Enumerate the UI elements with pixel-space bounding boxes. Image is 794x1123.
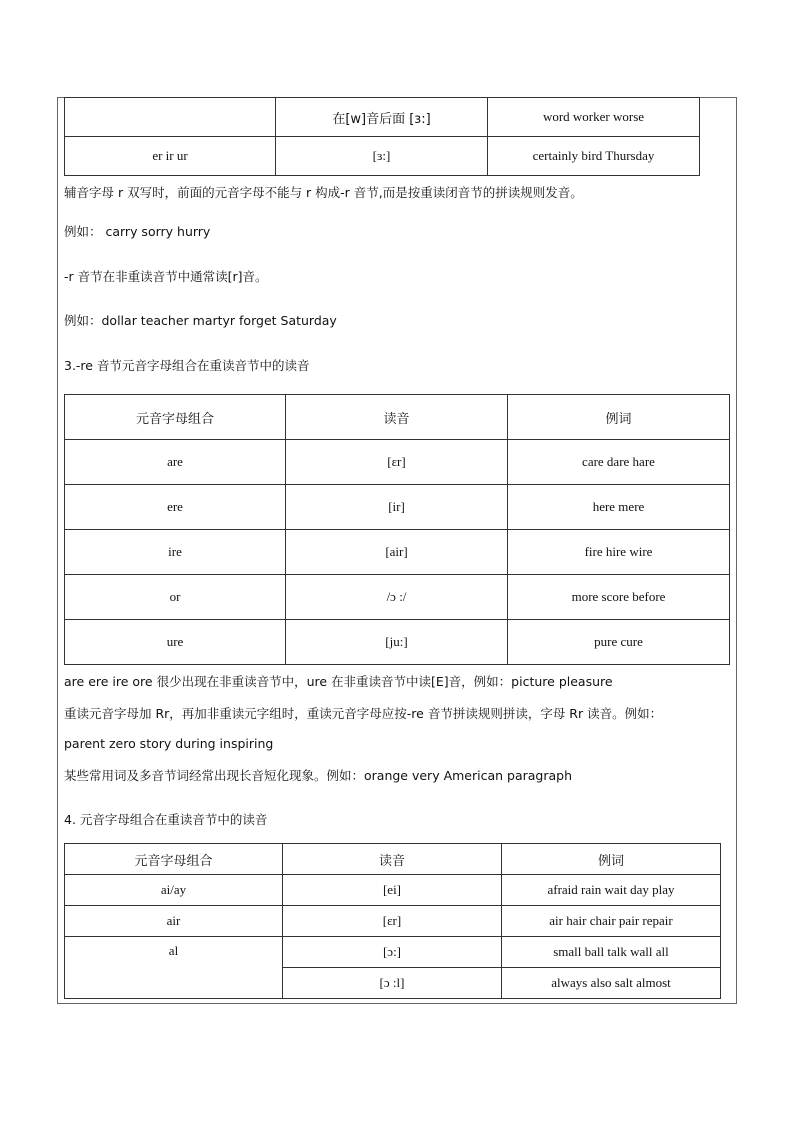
table-header-row bbox=[65, 395, 730, 440]
column-header: 元音字母组合 bbox=[65, 844, 283, 875]
table-row bbox=[65, 98, 700, 137]
table-cell: [ɛr] bbox=[283, 906, 502, 937]
table-cell: fire hire wire bbox=[508, 530, 730, 575]
section-heading: 4. 元音字母组合在重读音节中的读音 bbox=[64, 812, 268, 827]
table-cell: afraid rain wait day play bbox=[502, 875, 721, 906]
table-r-syllable bbox=[64, 97, 700, 176]
table-row bbox=[65, 530, 730, 575]
table-cell: care dare hare bbox=[508, 440, 730, 485]
paragraph: 辅音字母 r 双写时，前面的元音字母不能与 r 构成-r 音节,而是按重读闭音节的拼读规则发音。 bbox=[64, 185, 583, 200]
table-re-syllable bbox=[64, 394, 730, 665]
paragraph: parent zero story during inspiring bbox=[64, 736, 274, 751]
table-cell: /ɔ :/ bbox=[286, 575, 508, 620]
table-cell: [ɜ:] bbox=[276, 137, 488, 176]
table-cell: small ball talk wall all bbox=[502, 937, 721, 968]
table-row bbox=[65, 906, 721, 937]
table-cell: al bbox=[65, 937, 283, 999]
table-cell: [ir] bbox=[286, 485, 508, 530]
table-cell: air bbox=[65, 906, 283, 937]
table-cell: or bbox=[65, 575, 286, 620]
table-cell: certainly bird Thursday bbox=[488, 137, 700, 176]
table-cell: [ɛr] bbox=[286, 440, 508, 485]
table-row bbox=[65, 440, 730, 485]
table-cell: [ɔ :l] bbox=[283, 968, 502, 999]
column-header: 例词 bbox=[508, 395, 730, 440]
table-cell: [ɔ:] bbox=[283, 937, 502, 968]
table-row bbox=[65, 137, 700, 176]
table-cell: pure cure bbox=[508, 620, 730, 665]
column-header: 例词 bbox=[502, 844, 721, 875]
table-cell: always also salt almost bbox=[502, 968, 721, 999]
table-cell: here mere bbox=[508, 485, 730, 530]
table-row bbox=[65, 620, 730, 665]
table-cell: 在[w]音后面 [ɜ:] bbox=[276, 98, 488, 137]
paragraph: -r 音节在非重读音节中通常读[r]音。 bbox=[64, 269, 268, 284]
paragraph: 例如： carry sorry hurry bbox=[64, 224, 211, 239]
table-cell bbox=[65, 98, 276, 137]
table-cell: ai/ay bbox=[65, 875, 283, 906]
table-cell: more score before bbox=[508, 575, 730, 620]
table-row bbox=[65, 485, 730, 530]
column-header: 读音 bbox=[283, 844, 502, 875]
table-cell: word worker worse bbox=[488, 98, 700, 137]
table-vowel-combinations bbox=[64, 843, 721, 999]
table-cell: [ju:] bbox=[286, 620, 508, 665]
column-header: 读音 bbox=[286, 395, 508, 440]
paragraph: 例如：dollar teacher martyr forget Saturday bbox=[64, 313, 337, 328]
table-cell: are bbox=[65, 440, 286, 485]
table-row bbox=[65, 575, 730, 620]
section-heading: 3.-re 音节元音字母组合在重读音节中的读音 bbox=[64, 358, 310, 373]
table-cell: er ir ur bbox=[65, 137, 276, 176]
table-row bbox=[65, 937, 721, 968]
table-header-row bbox=[65, 844, 721, 875]
paragraph: 重读元音字母加 Rr，再加非重读元字组时，重读元音字母应按-re 音节拼读规则拼读，字母 Rr 读音。例如： bbox=[64, 706, 663, 721]
paragraph: 某些常用词及多音节词经常出现长音短化现象。例如：orange very American paragraph bbox=[64, 768, 573, 783]
table-cell: [ei] bbox=[283, 875, 502, 906]
table-cell: ere bbox=[65, 485, 286, 530]
table-row bbox=[65, 875, 721, 906]
table-cell: air hair chair pair repair bbox=[502, 906, 721, 937]
column-header: 元音字母组合 bbox=[65, 395, 286, 440]
table-cell: ure bbox=[65, 620, 286, 665]
paragraph: are ere ire ore 很少出现在非重读音节中，ure 在非重读音节中读[E]音，例如：picture pleasure bbox=[64, 674, 613, 689]
table-cell: ire bbox=[65, 530, 286, 575]
table-cell: [air] bbox=[286, 530, 508, 575]
